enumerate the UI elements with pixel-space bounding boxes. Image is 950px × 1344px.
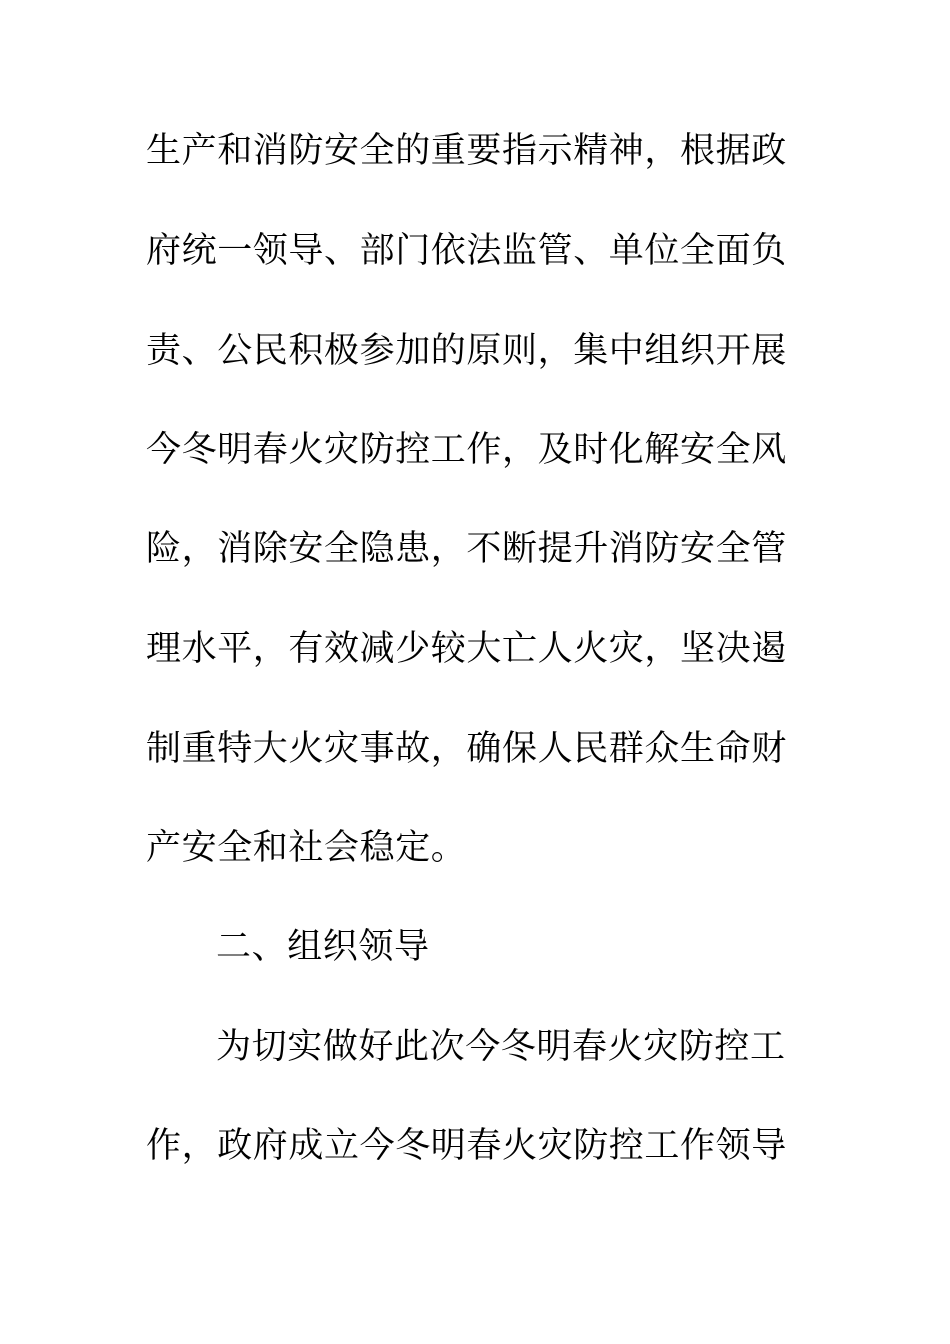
paragraph-line: 生产和消防安全的重要指示精神，根据政 <box>146 131 787 171</box>
paragraph-line: 责、公民积极参加的原则，集中组织开展 <box>146 331 787 371</box>
paragraph-line: 制重特大火灾事故，确保人民群众生命财 <box>146 729 787 769</box>
paragraph-line: 理水平，有效减少较大亡人火灾，坚决遏 <box>146 629 787 669</box>
paragraph-line: 今冬明春火灾防控工作，及时化解安全风 <box>146 430 787 470</box>
paragraph-line: 为切实做好此次今冬明春火灾防控工 <box>216 1027 786 1067</box>
paragraph-line: 产安全和社会稳定。 <box>146 828 467 868</box>
paragraph-line: 府统一领导、部门依法监管、单位全面负 <box>146 231 787 271</box>
paragraph-line: 作，政府成立今冬明春火灾防控工作领导 <box>146 1126 787 1166</box>
paragraph-line: 险，消除安全隐患，不断提升消防安全管 <box>146 529 787 569</box>
section-heading: 二、组织领导 <box>216 927 430 967</box>
